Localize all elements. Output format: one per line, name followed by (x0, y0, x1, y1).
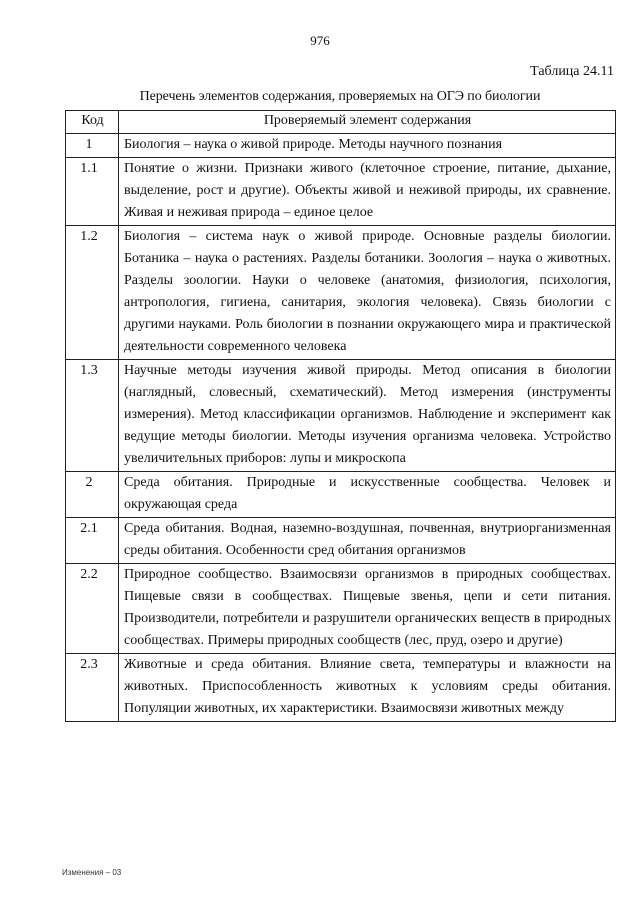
page-number: 976 (310, 33, 330, 48)
row-code: 1.2 (66, 226, 119, 360)
revision-footer: Изменения – 03 (62, 868, 122, 877)
row-text: Биология – наука о живой природе. Методы научного познания (119, 134, 616, 158)
table-row (66, 564, 616, 654)
row-code: 1.1 (66, 158, 119, 226)
row-text: Научные методы изучения живой природы. Метод описания в биологии (наглядный, словесный, схематический). Метод измерения (инструменты измерения). Метод классификации организмов. Наблюдение и эксперимент как ведущие методы биологии. Методы изучения организма человека. Устройство увеличительных приборов: лупы и микроскопа (119, 360, 616, 472)
table-row (66, 226, 616, 360)
header-code: Код (66, 111, 119, 134)
row-text: Среда обитания. Природные и искусственные сообщества. Человек и окружающая среда (119, 472, 616, 518)
table-row (66, 472, 616, 518)
content-elements-table (65, 110, 616, 722)
table-row (66, 134, 616, 158)
row-text: Природное сообщество. Взаимосвязи организмов в природных сообществах. Пищевые связи в сообществах. Пищевые звенья, цепи и сети питания. Производители, потребители и разрушители органических веществ в природных сообществах. Примеры природных сообществ (лес, пруд, озеро и другие) (119, 564, 616, 654)
row-text: Биология – система наук о живой природе. Основные разделы биологии. Ботаника – наука о растениях. Разделы ботаники. Зоология – наука о животных. Разделы зоологии. Науки о человеке (анатомия, физиология, психология, антропология, гигиена, санитария, экология человека). Связь биологии с другими науками. Роль биологии в познании окружающего мира и практической деятельности современного человека (119, 226, 616, 360)
table-row (66, 654, 616, 722)
table-row (66, 360, 616, 472)
table-header-row (66, 111, 616, 134)
table-row (66, 518, 616, 564)
row-text: Понятие о жизни. Признаки живого (клеточное строение, питание, дыхание, выделение, рост и другие). Объекты живой и неживой природы, их сравнение. Живая и неживая природа – единое целое (119, 158, 616, 226)
table-caption: Перечень элементов содержания, проверяемых на ОГЭ по биологии (139, 89, 541, 104)
row-code: 1 (66, 134, 119, 158)
header-element: Проверяемый элемент содержания (119, 111, 616, 134)
row-text: Среда обитания. Водная, наземно-воздушная, почвенная, внутриорганизменная среды обитания. Особенности сред обитания организмов (119, 518, 616, 564)
row-code: 1.3 (66, 360, 119, 472)
row-code: 2 (66, 472, 119, 518)
row-code: 2.3 (66, 654, 119, 722)
row-code: 2.1 (66, 518, 119, 564)
row-text: Животные и среда обитания. Влияние света, температуры и влажности на животных. Приспособленность животных к условиям среды обитания. Популяции животных, их характеристики. Взаимосвязи животных между (119, 654, 616, 722)
table-row (66, 158, 616, 226)
row-code: 2.2 (66, 564, 119, 654)
table-number-label: Таблица 24.11 (530, 64, 614, 79)
